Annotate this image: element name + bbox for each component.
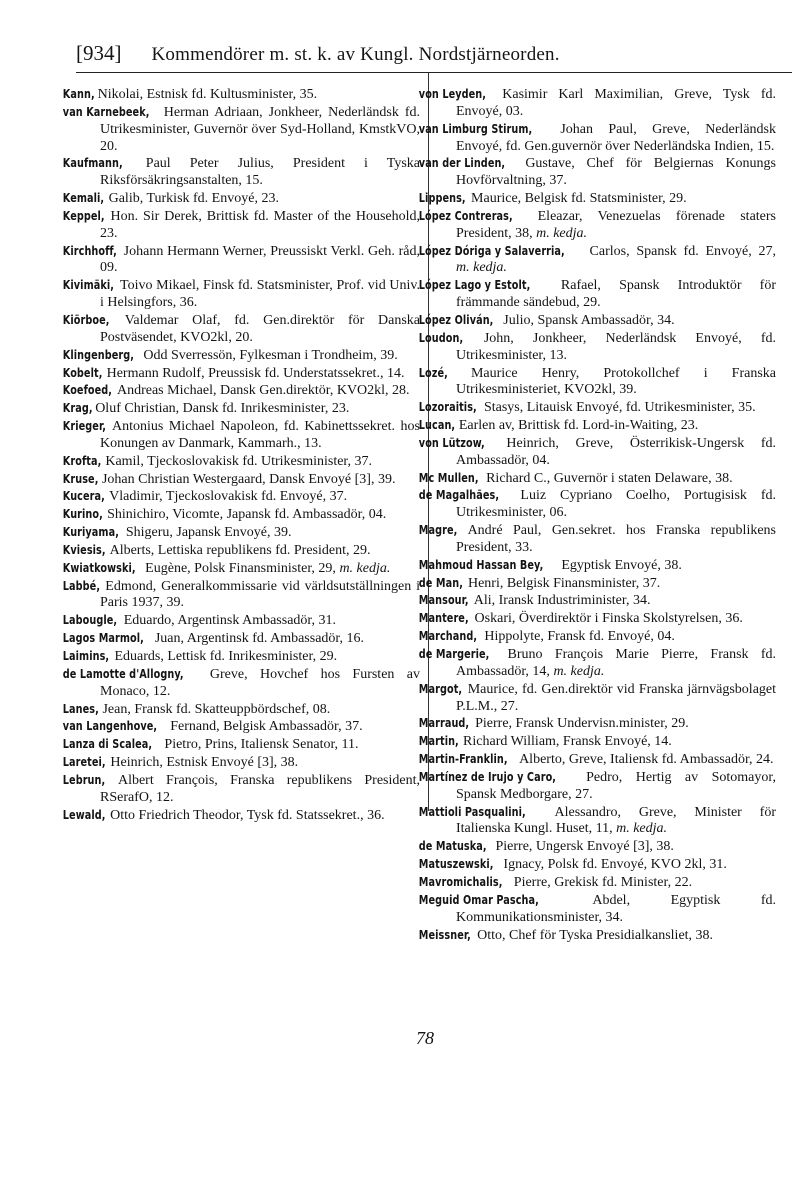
entry-text: Ali, Iransk Industriminister, 34. [473,593,651,609]
list-item [62,524,420,542]
list-item [418,891,776,927]
entry-name: Marraud, [418,715,470,731]
entry-name: Mavromichalis, [418,873,503,889]
entry-name: de Matuska, [418,838,487,854]
list-item [418,751,776,769]
entry-name: Matuszewski, [418,856,494,872]
list-item [418,926,776,945]
entry-name: Kviesis, [62,541,106,557]
list-item [62,452,420,471]
list-item [418,522,776,557]
entry-text: Ignacy, Polsk fd. Envoyé, KVO 2kl, 31. [503,857,727,873]
entry-text: Carlos, Spansk fd. Envoyé, 27, [589,243,776,259]
page-number: [934] [76,41,122,65]
entry-name: Marchand, [418,628,478,644]
entry-name: Mantere, [418,610,469,626]
entry-text: Richard William, Fransk Envoyé, 14. [463,734,672,750]
entry-text: Earlen av, Brittisk fd. Lord-in-Waiting, 23. [458,418,699,434]
list-item [418,364,777,400]
list-item [418,155,777,190]
entry-name: de Margerie, [418,646,490,661]
list-item [62,242,421,278]
entry-name: van Langenhove, [62,718,158,734]
entry-name: van der Linden, [418,155,506,171]
list-item [418,680,777,716]
entry-name: Kwiatkowski, [62,559,136,575]
list-item [418,207,776,243]
entry-text: Otto Friedrich Theodor, Tysk fd. Statssekret., 36. [110,807,385,823]
left-column [62,86,421,824]
entry-text: Johan Paul, Greve, Nederländsk Envoyé, fd. Gen.guvernör över Nederländska Indien, 15. [456,121,776,154]
entry-name: Krofta, [62,452,102,468]
entry-name: Lippens, [418,190,466,206]
entry-name: Krag, [62,400,93,416]
entry-text: Richard C., Guvernör i staten Delaware, 38. [486,470,733,486]
entry-text: Heinrich, Greve, Österrikisk-Ungersk fd. Ambassadör, 04. [456,435,777,468]
entry-text: Johan Christian Westergaard, Dansk Envoyé [3], 39. [101,471,396,487]
list-item [418,86,777,121]
entry-text: Egyptisk Envoyé, 38. [561,557,682,573]
entry-name: López Dóriga y Salaverria, [418,242,565,258]
entry-name: López Contreras, [418,207,513,223]
entry-text: Vladimir, Tjeckoslovakisk fd. Envoyé, 37. [109,489,348,505]
list-item [62,311,420,347]
list-item [418,434,777,470]
list-item [418,838,776,856]
entry-text: Odd Sverressön, Fylkesman i Trondheim, 39. [143,347,398,363]
list-item [62,488,420,506]
list-item [418,803,777,839]
entry-text: Kamil, Tjeckoslovakisk fd. Utrikesminister, 37. [105,453,373,469]
list-item [62,207,421,243]
entry-name: Kruse, [62,470,99,486]
list-item [62,541,420,560]
entry-name: Mattioli Pasqualini, [418,803,526,819]
list-item [62,771,420,807]
entry-text: Luiz Cypriano Coelho, Portugisisk fd. Utrikesminister, 06. [456,488,776,521]
entry-name: Meissner, [418,926,471,942]
list-item [418,768,776,804]
entry-name: von Lützow, [418,434,485,450]
entry-name: van Limburg Stirum, [418,120,533,136]
entry-text: Shigeru, Japansk Envoyé, 39. [125,525,292,541]
list-item [418,628,776,646]
entry-text: Otto, Chef för Tyska Presidialkansliet, 38. [477,927,714,943]
list-item [418,856,776,874]
entry-text: Nikolai, Estnisk fd. Kultusminister, 35. [97,87,318,102]
entry-name: Laretei, [62,754,106,770]
entry-name: van Karnebeek, [62,103,150,119]
list-item [62,418,420,453]
entry-name: Mansour, [418,592,469,608]
entry-name: Kobelt, [62,364,103,380]
entry-name: Krieger, [62,418,106,434]
entry-name: Kemali, [62,190,105,206]
entry-text: Andreas Michael, Dansk Gen.direktör, KVO2kl, 28. [116,383,410,399]
right-column [418,86,777,944]
entry-text: Pierre, Fransk Undervisn.minister, 29. [475,716,689,732]
list-item [62,577,420,613]
entry-name: Lucan, [418,417,456,433]
entry-text: Maurice, Belgisk fd. Statsminister, 29. [471,191,687,207]
entry-text: Pierre, Ungersk Envoyé [3], 38. [495,839,674,855]
entry-name: Klingenberg, [62,346,135,362]
entry-text: Herman Adriaan, Jonkheer, Nederländsk fd. Utrikesminister, Guvernör över Syd-Holland, KmstkVO, 20. [100,104,420,154]
entry-text: Oluf Christian, Dansk fd. Inrikesminister, 23. [95,401,350,417]
list-item [62,86,420,104]
list-item [62,190,420,208]
entry-name: López Lago y Estolt, [418,277,531,293]
entry-text: Alberto, Greve, Italiensk fd. Ambassadör, 24. [519,752,774,768]
entry-text: Shinichiro, Vicomte, Japansk fd. Ambassadör, 04. [107,507,387,523]
entry-name: Kann, [62,86,95,101]
list-item [418,417,776,435]
list-item [62,559,420,578]
page-title: Kommendörer m. st. k. av Kungl. Nordstjärneorden. [151,44,560,65]
entry-name: Kivimäki, [62,277,115,293]
entry-name: Lagos Marmol, [62,630,144,646]
entry-text: Johann Hermann Werner, Preussiskt Verkl. Geh. råd, 09. [100,243,421,276]
entry-text: Oskari, Överdirektör i Finska Skolstyrelsen, 36. [474,611,743,627]
list-item [62,382,420,400]
list-item [62,754,420,772]
entry-name: Martin-Franklin, [418,751,508,767]
entry-text: John, Jonkheer, Nederländsk Envoyé, fd. Utrikesminister, 13. [456,330,777,363]
list-item [418,487,776,522]
entry-text: Fernand, Belgisk Ambassadör, 37. [170,719,363,735]
list-item [62,364,420,383]
entry-italic-note: m. kedja. [536,225,588,241]
entry-text: Alessandro, Greve, Minister för Italienska Kungl. Huset, 11, [456,804,777,837]
list-item [62,648,420,666]
list-item [62,155,421,190]
entry-text: Eleazar, Venezuelas förenade staters President, 38, [456,208,776,241]
entry-italic-note: m. kedja. [553,663,605,679]
header-rule [76,72,792,73]
entry-text: Maurice, fd. Gen.direktör vid Franska järnvägsbolaget P.L.M., 27. [456,681,777,714]
entry-text: Pierre, Grekisk fd. Minister, 22. [513,874,693,890]
list-item [62,736,420,754]
list-item [418,646,777,681]
entry-text: Jean, Fransk fd. Skatteuppbördschef, 08. [102,701,331,717]
entry-text: Heinrich, Estnisk Envoyé [3], 38. [110,755,299,771]
entry-text: Toivo Mikael, Finsk fd. Statsminister, Prof. vid Univ. i Helsingfors, 36. [100,278,420,311]
entry-text: Rafael, Spansk Introduktör för främmande sändebud, 29. [456,278,776,311]
list-item [418,610,776,628]
entry-name: Meguid Omar Pascha, [418,891,539,907]
entry-text: Hon. Sir Derek, Brittisk fd. Master of the Household, 23. [100,208,421,241]
entry-text: Eduardo, Argentinsk Ambassadör, 31. [123,613,337,629]
entry-name: Lanes, [62,700,99,716]
entry-name: Laimins, [62,648,110,663]
list-item [418,329,777,365]
list-item [62,612,420,630]
entry-name: López Oliván, [418,311,494,327]
list-item [62,718,420,736]
entry-text: Albert François, Franska republikens President, RSerafO, 12. [100,772,420,805]
list-item [62,506,420,524]
entry-name: Keppel, [62,207,105,223]
entry-name: Lebrun, [62,771,106,787]
entry-text: Julio, Spansk Ambassadör, 34. [503,312,675,328]
list-item [418,399,776,417]
list-item [62,806,420,825]
entry-text: Galib, Turkisk fd. Envoyé, 23. [108,191,279,207]
running-header [76,40,792,68]
entry-italic-note: m. kedja. [616,821,668,837]
entry-text: Antonius Michael Napoleon, fd. Kabinettssekret. hos Konungen av Danmark, Kammarh., 13. [100,419,420,451]
entry-name: Kurino, [62,506,103,522]
entry-name: Kaufmann, [62,155,123,171]
entry-text: Eugène, Polsk Finansminister, 29, [145,560,336,576]
entry-text: Eduards, Lettisk fd. Inrikesminister, 29. [114,649,338,664]
list-item [418,277,776,312]
entry-name: Lozé, [418,364,448,380]
entry-text: Alberts, Lettiska republikens fd. President, 29. [109,542,371,558]
entry-text: Greve, Hovchef hos Fursten av Monaco, 12. [100,666,421,699]
entry-text: Maurice Henry, Protokollchef i Franska Utrikesministeriet, KVO2kl, 39. [456,365,777,398]
entry-name: Kuriyama, [62,524,119,540]
entry-name: Lewald, [62,806,106,822]
list-item [418,873,776,892]
entry-text: Hippolyte, Fransk fd. Envoyé, 04. [484,629,675,645]
list-item [418,469,776,488]
entry-text: Kasimir Karl Maximilian, Greve, Tysk fd. Envoyé, 03. [456,87,777,119]
entry-text: Bruno François Marie Pierre, Fransk fd. Ambassadör, 14, [456,647,777,679]
list-item [62,400,420,418]
entry-text: Valdemar Olaf, fd. Gen.direktör för Danska Postväsendet, KVO2kl, 20. [100,312,420,345]
entry-name: Loudon, [418,329,464,345]
folio-number: 78 [416,1028,434,1048]
entry-name: de Man, [418,574,463,590]
list-item [418,190,776,208]
entry-text: Pietro, Prins, Italiensk Senator, 11. [164,737,359,753]
list-item [62,346,420,365]
entry-name: Magre, [418,522,458,538]
list-item [418,120,776,156]
list-item [418,574,776,593]
list-item [62,470,420,489]
entry-text: Juan, Argentinsk fd. Ambassadör, 16. [154,631,365,647]
entry-name: Martínez de Irujo y Caro, [418,768,557,784]
entry-name: Labbé, [62,577,101,593]
entry-text: Abdel, Egyptisk fd. Kommunikationsminister, 34. [456,892,776,925]
list-item [418,311,776,330]
entry-italic-note: m. kedja. [339,560,391,576]
list-item [62,630,420,648]
entry-name: Margot, [418,680,463,696]
entry-text: Paul Peter Julius, President i Tyska Riksförsäkringsanstalten, 15. [100,156,421,189]
entry-text: Edmond, Generalkommissarie vid världsutställningen i Paris 1937, 39. [100,578,420,611]
entry-text: Pedro, Hertig av Sotomayor, Spansk Medborgare, 27. [456,769,776,802]
entry-text: Gustave, Chef för Belgiernas Konungs Hovförvaltning, 37. [456,156,777,189]
entry-text: Henri, Belgisk Finansminister, 37. [467,575,661,591]
list-item [418,715,776,733]
entry-name: Mc Mullen, [418,469,479,485]
entry-text: André Paul, Gen.sekret. hos Franska republikens President, 33. [456,523,776,555]
entry-name: von Leyden, [418,86,487,101]
list-item [62,103,420,156]
entry-name: Kiörboe, [62,311,110,327]
entry-name: Kirchhoff, [62,242,117,258]
list-item [62,700,420,719]
entry-name: de Magalhães, [418,487,500,503]
entry-name: Labougle, [62,612,118,628]
entry-name: de Lamotte d'Allogny, [62,665,184,681]
list-item [418,592,776,610]
entry-italic-note: m. kedja. [456,260,507,276]
entry-name: Mahmoud Hassan Bey, [418,556,544,572]
list-item [418,733,776,751]
list-item [418,242,776,278]
list-item [62,277,420,312]
list-item [418,556,776,575]
list-item [62,665,421,701]
entry-text: Hermann Rudolf, Preussisk fd. Understatssekret., 14. [106,365,405,381]
entry-name: Koefoed, [62,382,113,398]
entry-name: Lozoraitis, [418,399,477,415]
entry-name: Lanza di Scalea, [62,736,153,752]
entry-name: Kucera, [62,488,105,504]
entry-name: Martin, [418,733,459,749]
entry-text: Stasys, Litauisk Envoyé, fd. Utrikesminister, 35. [483,400,756,416]
